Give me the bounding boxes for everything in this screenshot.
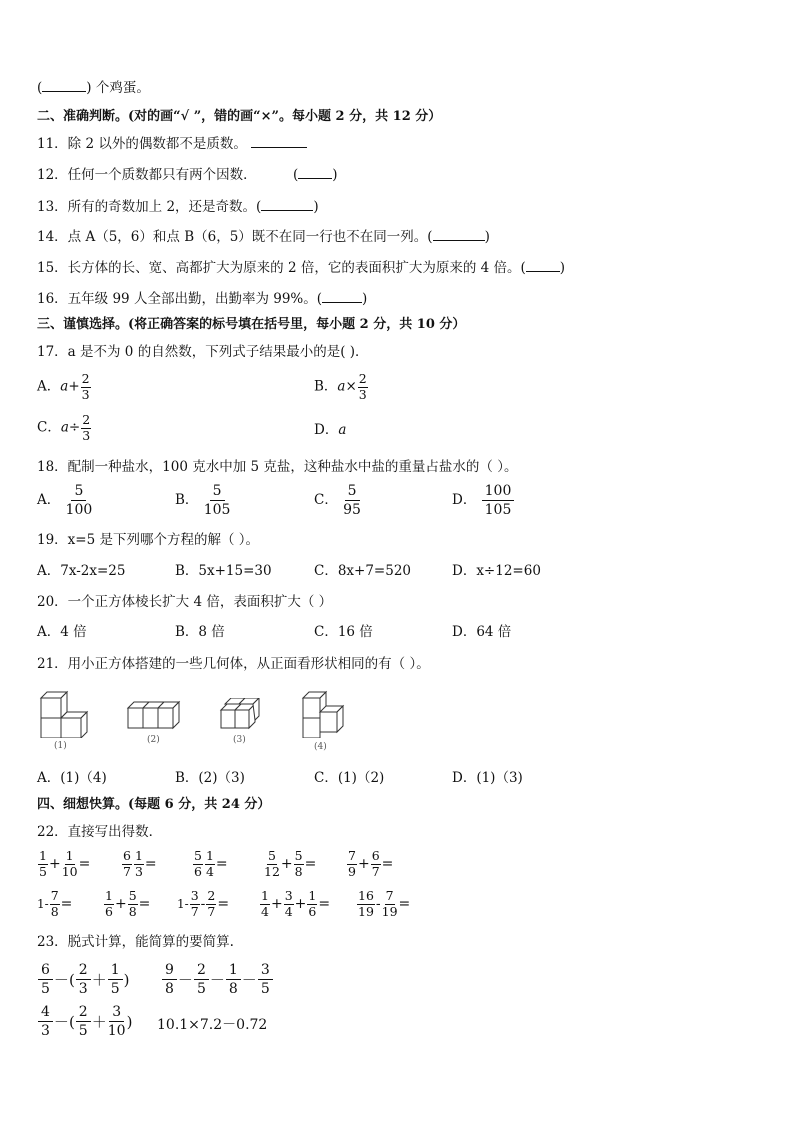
q22-expr-8: 1 - $\frac{3}{7}$ - $\frac{2}{7}$ =: [177, 888, 230, 919]
figure-caption-2: (2): [147, 735, 160, 745]
q17-option-b[interactable]: B．a× $\frac{2}{3}$: [314, 371, 367, 402]
cube-figure-3: [219, 698, 267, 730]
cube-figure-4: [300, 686, 350, 738]
question-18: 18．配制一种盐水，100 克水中加 5 克盐，这种盐水中盐的重量占盐水的（ ）。: [37, 459, 518, 475]
q17-option-a[interactable]: A．a+ $\frac{2}{3}$: [37, 371, 90, 402]
q22-expr-4: $\frac{5}{12}$ + $\frac{5}{8}$ =: [264, 848, 317, 879]
figure-caption-1: (1): [54, 741, 67, 751]
q23-expr-1: $\frac{6}{5}$ － ( $\frac{2}{3}$ ＋ $\frac{1}{5}$ ): [37, 963, 130, 996]
question-14: 14．点 A（5，6）和点 B（6，5）既不在同一行也不在同一列。( ): [37, 229, 490, 245]
question-16: 16．五年级 99 人全部出勤，出勤率为 99%。( ): [37, 291, 368, 307]
q18-option-a[interactable]: A． $\frac{5}{100}$: [37, 483, 93, 518]
q22-expr-7: $\frac{1}{6}$ + $\frac{5}{8}$ =: [105, 888, 151, 919]
q20-option-b[interactable]: B．8 倍: [175, 624, 225, 640]
answer-blank[interactable]: [261, 198, 313, 211]
q22-expr-9: $\frac{1}{4}$ + $\frac{3}{4}$ + $\frac{1}{6}$ =: [261, 888, 331, 919]
figure-caption-4: (4): [314, 742, 327, 752]
q22-expr-1: $\frac{1}{5}$ + $\frac{1}{10}$ =: [39, 848, 91, 879]
q21-option-d[interactable]: D．(1)（3): [452, 770, 523, 786]
q22-expr-6: 1 - $\frac{7}{8}$ =: [37, 888, 73, 919]
question-12: 12．任何一个质数都只有两个因数． ( ): [37, 167, 338, 183]
q19-option-a[interactable]: A．7x-2x=25: [37, 563, 126, 579]
question-15: 15．长方体的长、宽、高都扩大为原来的 2 倍，它的表面积扩大为原来的 4 倍。( ): [37, 260, 566, 276]
question-22: 22．直接写出得数．: [37, 824, 163, 840]
q19-option-d[interactable]: D．x÷12=60: [452, 563, 541, 579]
q18-option-d[interactable]: D． $\frac{100}{105}$: [452, 484, 515, 517]
question-17: 17．a 是不为 0 的自然数，下列式子结果最小的是( )．: [37, 344, 369, 360]
answer-blank[interactable]: [322, 290, 362, 303]
question-20: 20．一个正方体棱长扩大 4 倍，表面积扩大（ ）: [37, 594, 333, 610]
figure-caption-3: (3): [233, 735, 246, 745]
answer-blank[interactable]: [42, 79, 86, 92]
question-13: 13．所有的奇数加上 2，还是奇数。( ): [37, 199, 319, 215]
section-4-title: 四、细想快算。(每题 6 分，共 24 分）: [37, 797, 271, 812]
answer-blank[interactable]: [433, 228, 485, 241]
cube-figure-2: [126, 700, 188, 730]
q21-option-a[interactable]: A．(1)（4): [37, 770, 107, 786]
q20-option-a[interactable]: A．4 倍: [37, 624, 87, 640]
q17-option-c[interactable]: C．a÷ $\frac{2}{3}$: [37, 412, 91, 443]
q19-option-c[interactable]: C．8x+7=520: [314, 563, 412, 579]
question-23: 23．脱式计算，能简算的要简算.: [37, 934, 234, 950]
q22-expr-5: $\frac{7}{9}$ + $\frac{6}{7}$ =: [348, 848, 394, 879]
q21-option-c[interactable]: C．(1)（2): [314, 770, 385, 786]
q22-expr-10: $\frac{16}{19}$ - $\frac{7}{19}$ =: [358, 888, 411, 919]
q17-option-d[interactable]: D．a: [314, 422, 347, 438]
q19-option-b[interactable]: B．5x+15=30: [175, 563, 272, 579]
q18-option-b[interactable]: B． $\frac{5}{105}$: [175, 483, 231, 518]
q20-option-d[interactable]: D．64 倍: [452, 624, 512, 640]
q21-option-b[interactable]: B．(2)（3): [175, 770, 245, 786]
question-11: 11．除 2 以外的偶数都不是质数。: [37, 135, 307, 153]
q22-expr-2: $\frac{6}{7}$ $\frac{1}{3}$ =: [123, 848, 157, 879]
q22-expr-3: $\frac{5}{6}$ $\frac{1}{4}$ =: [194, 848, 228, 879]
answer-blank[interactable]: [526, 259, 560, 272]
answer-blank[interactable]: [298, 166, 332, 179]
q23-expr-2: $\frac{9}{8}$ － $\frac{2}{5}$ － $\frac{1}{8}$ － $\frac{3}{5}$: [161, 963, 274, 996]
q23-expr-3: $\frac{4}{3}$ － ( $\frac{2}{5}$ ＋ $\frac{3}{10}$ ): [37, 1005, 132, 1038]
section-3-title: 三、谨慎选择。(将正确答案的标号填在括号里，每小题 2 分，共 10 分）: [37, 317, 466, 332]
question-21: 21．用小正方体搭建的一些几何体，从正面看形状相同的有（ ）。: [37, 656, 430, 672]
q20-option-c[interactable]: C．16 倍: [314, 624, 373, 640]
question-19: 19．x=5 是下列哪个方程的解（ ）。: [37, 532, 260, 548]
cube-figure-1: [37, 686, 97, 738]
answer-blank[interactable]: [251, 135, 307, 148]
q23-expr-4: 10.1×7.2－0.72: [157, 1017, 268, 1033]
section-2-title: 二、准确判断。(对的画“√ ”，错的画“×”。每小题 2 分，共 12 分）: [37, 109, 442, 124]
q18-option-c[interactable]: C． $\frac{5}{95}$: [314, 483, 361, 518]
prev-question-tail: ( ) 个鸡蛋。: [37, 80, 150, 96]
